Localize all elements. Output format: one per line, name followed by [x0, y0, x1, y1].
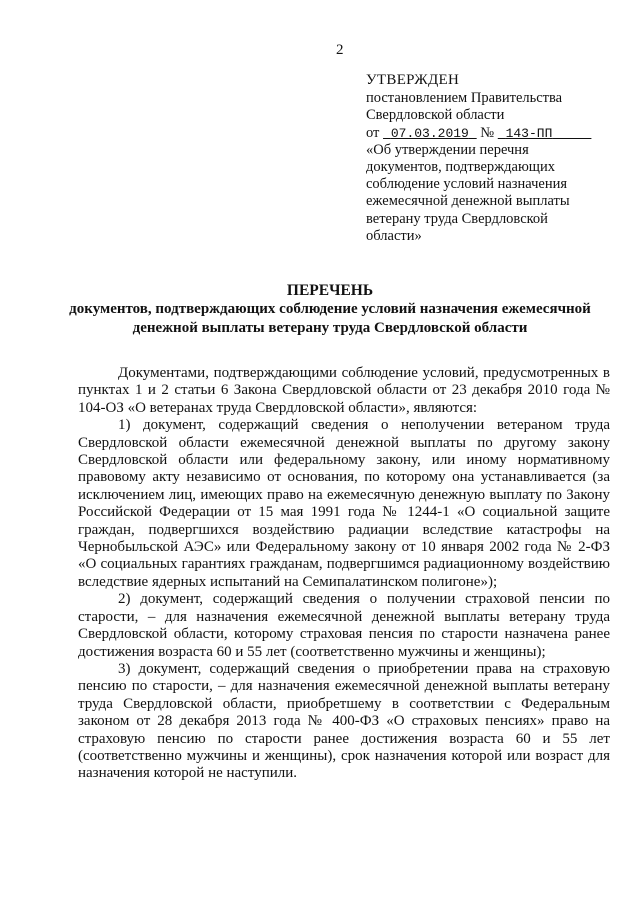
document-body: [78, 365, 610, 783]
document-title: [60, 281, 600, 338]
approval-subject-line: «Об утверждении перечня: [366, 141, 529, 158]
title-subtitle: документов, подтверждающих соблюдение условий назначения ежемесячной денежной выплаты ветерану труда Свердловской области: [69, 301, 591, 336]
approval-subject-line: области»: [366, 227, 422, 244]
page-number: 2: [336, 42, 344, 58]
approval-subject-line: соблюдение условий назначения: [366, 176, 568, 193]
approval-subject-line: документов, подтверждающих: [366, 159, 555, 176]
approval-date-line: [366, 125, 606, 142]
paragraph-item-2: 2) документ, содержащий сведения о получении страховой пенсии по старости, – для назначения ежемесячной денежной выплаты ветерану труда Свердловской области, которому страховая пенсия по старости назначена ранее достижения возраста 60 и 55 лет (соответственно мужчины и женщины);: [78, 591, 610, 660]
approval-subject-line: ежемесячной денежной выплаты: [366, 193, 570, 210]
paragraph-item-3: 3) документ, содержащий сведения о приобретении права на страховую пенсию по старости, – для назначения ежемесячной денежной выплаты ветерану труда Свердловской области, приобретшему в соответствии с Федеральным законом от 28 декабря 2013 года № 400-ФЗ «О страховых пенсиях» право на страховую пенсию по старости ранее достижения возраста 60 и 55 лет (соответственно мужчины и женщины), срок назначения которой или возраст для назначения которой не наступили.: [78, 660, 610, 782]
paragraph-intro: Документами, подтверждающими соблюдение условий, предусмотренных в пунктах 1 и 2 статьи 6 Закона Свердловской области от 23 декабря 2010 года № 104-ОЗ «О ветеранах труда Свердловской области», являются:: [78, 365, 610, 416]
approval-subject-line: ветерану труда Свердловской: [366, 210, 548, 227]
approval-date: 07.03.2019: [390, 125, 469, 141]
title-main: ПЕРЕЧЕНЬ: [286, 282, 374, 299]
approval-line: постановлением Правительства: [366, 90, 563, 107]
approval-heading: УТВЕРЖДЕН: [366, 72, 460, 88]
paragraph-item-1: 1) документ, содержащий сведения о неполучении ветераном труда Свердловской области ежемесячной денежной выплаты по другому закону Свердловской области или федеральному закону, или иному нормативному правовому акту независимо от основания, по которому она устанавливается (за исключением лиц, имеющих право на ежемесячную денежную выплату по Закону Российской Федерации от 15 мая 1991 года № 1244-1 «О социальной защите граждан, подвергшихся воздействию радиации вследствие катастрофы на Чернобыльской АЭС» или Федеральному закону от 10 января 2002 года № 2-ФЗ «О социальных гарантиях гражданам, подвергшимся радиационному воздействию вследствие ядерных испытаний на Семипалатинском полигоне»);: [78, 417, 610, 590]
approval-line: Свердловской области: [366, 107, 505, 124]
approval-number: 143-ПП: [505, 125, 553, 141]
date-prefix: от: [366, 124, 380, 141]
number-sign: №: [480, 124, 495, 141]
approval-block: [366, 72, 606, 245]
